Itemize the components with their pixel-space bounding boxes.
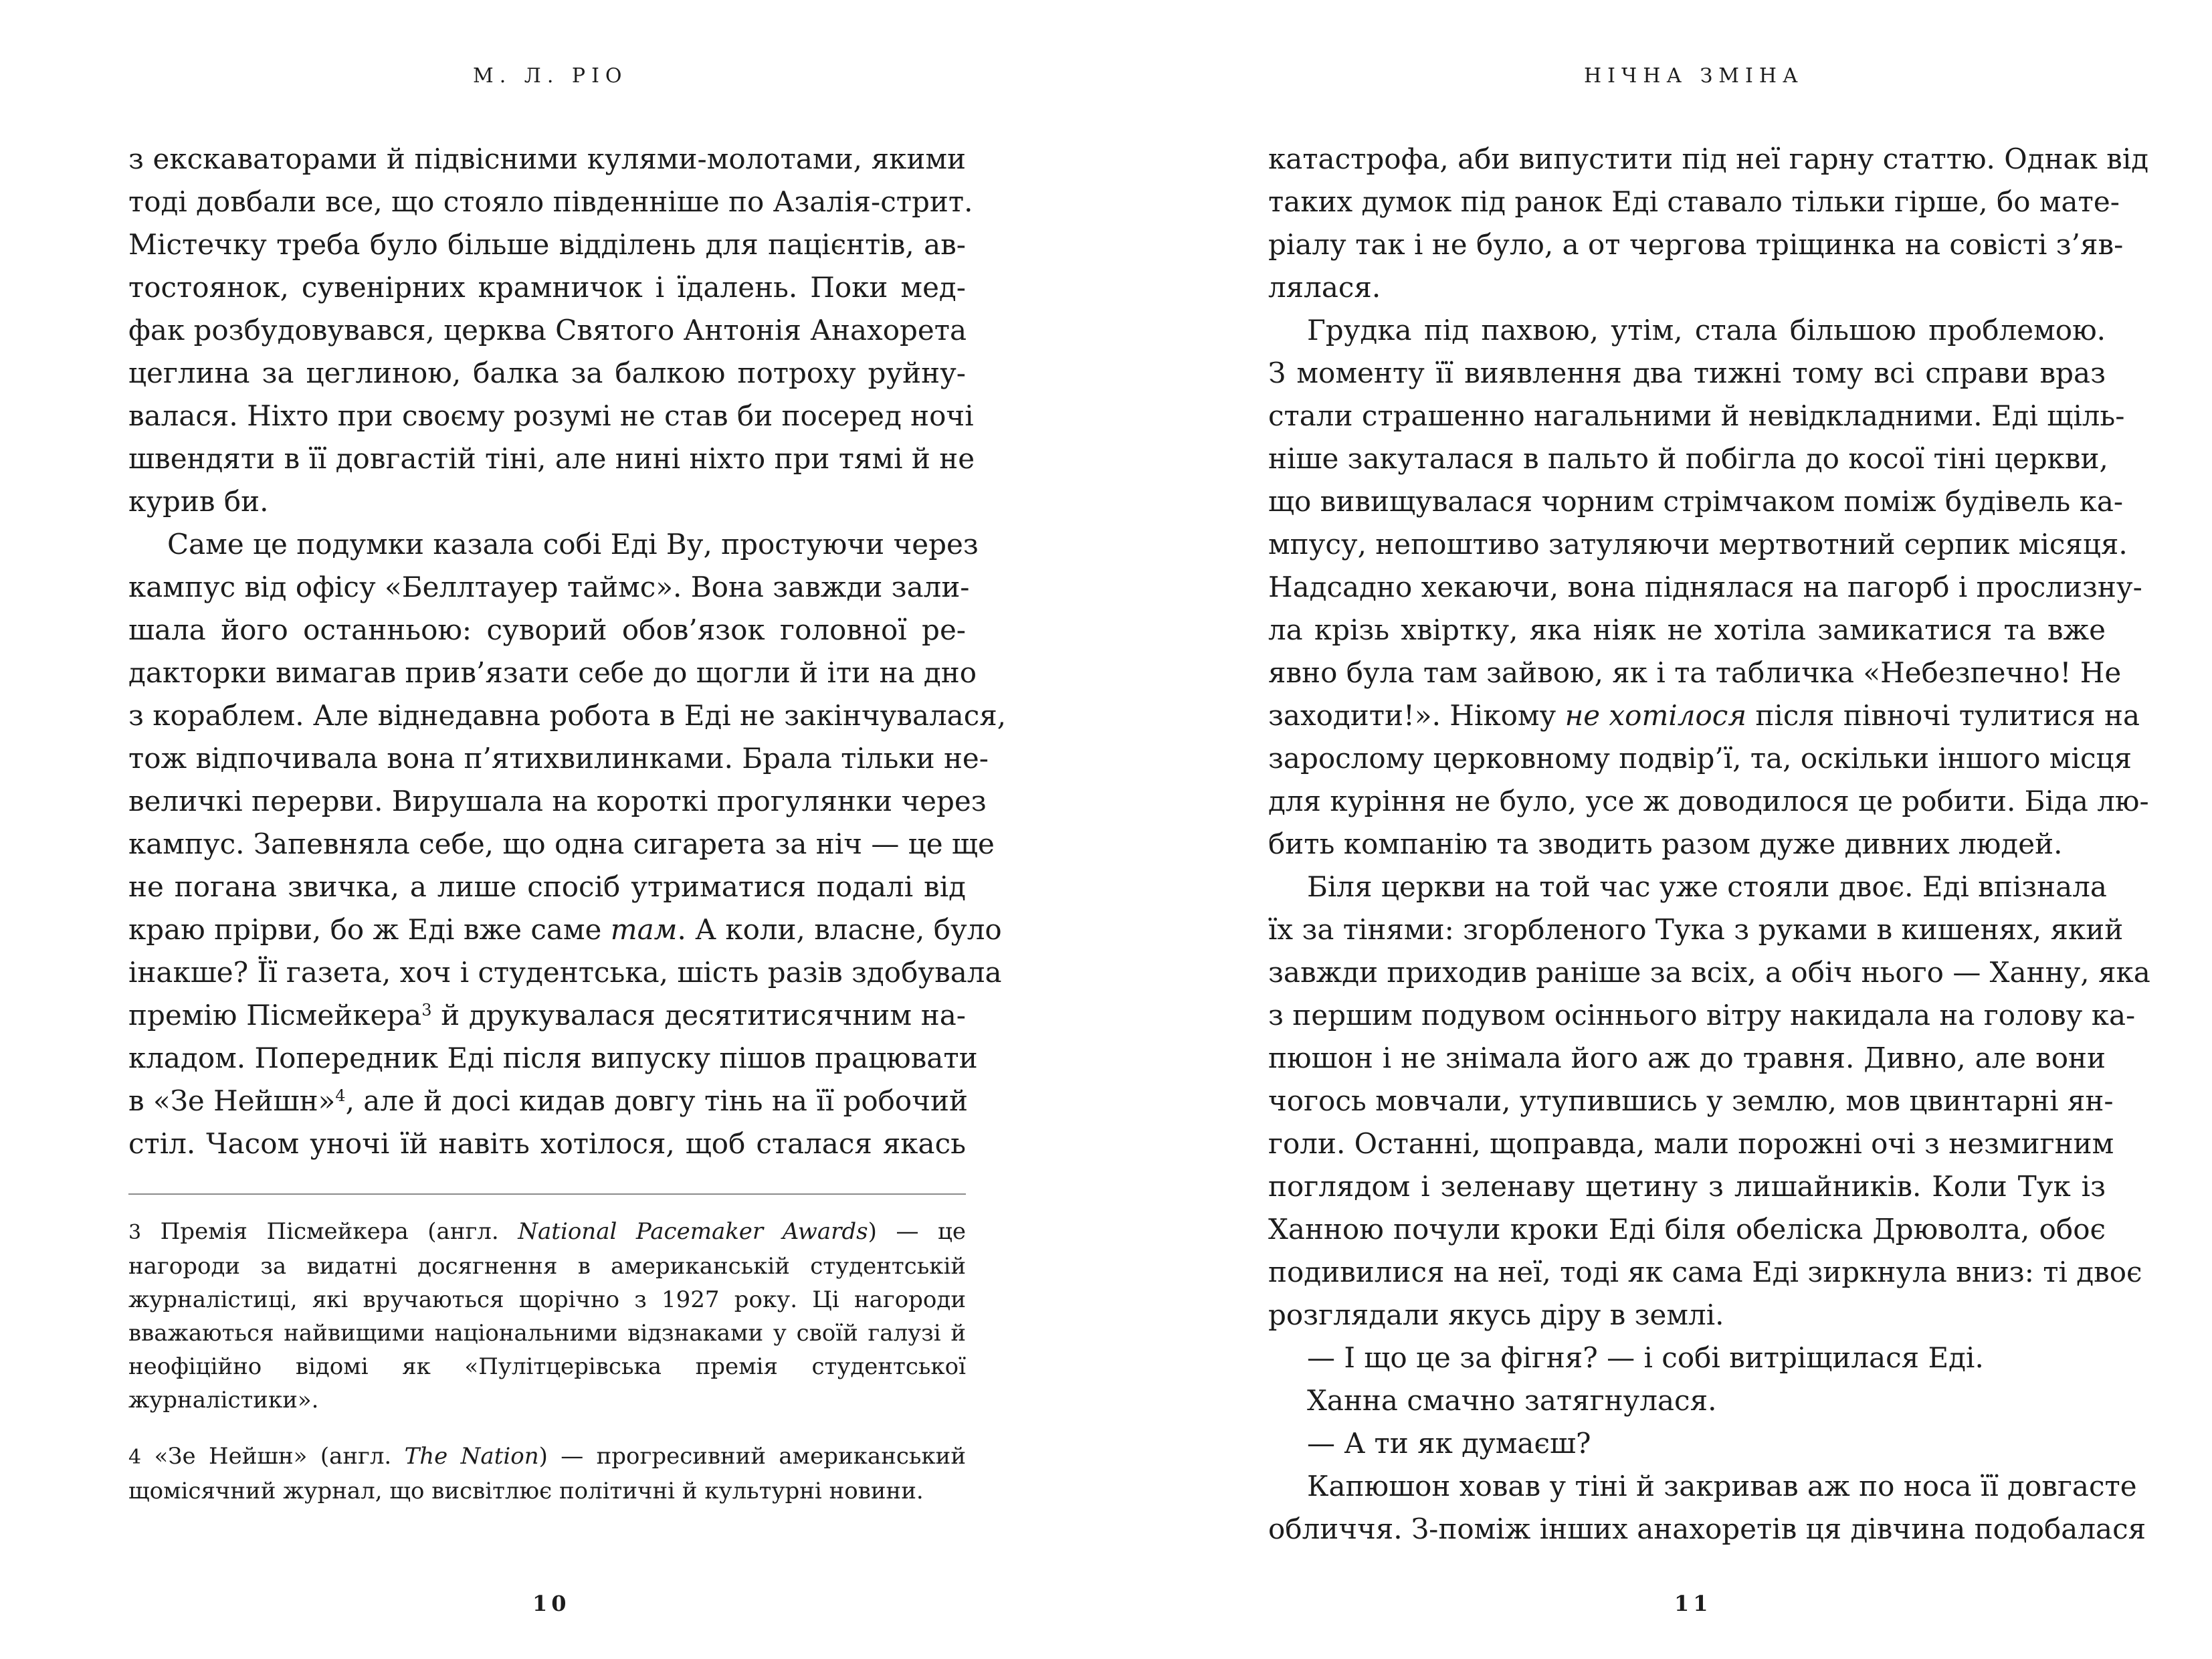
text-line: таких думок під ранок Еді ставало тільки гірше, бо мате- [1268, 185, 2120, 218]
text-segment: . А коли, власне, було [677, 913, 1002, 946]
text-line: ніше закуталася в пальто й побігла до косої тіні церкви, [1268, 442, 2108, 475]
text-line: Містечку треба було більше відділень для пацієнтів, ав- [128, 228, 966, 261]
text-line: фак розбудовувався, церква Святого Антонія Анахорета [128, 314, 967, 347]
text-line: тоді довбали все, що стояло південніше по Азалія-стрит. [128, 185, 973, 218]
footnote-text: ) — це нагороди за видатні досягнення в американській студентській журналістиці, які вручаються щорічно з 1927 року. Ці нагороди вважаються найвищими національними відзнаками у своїй галузі й неофіційно відомі як «Пулітцерівська премія студентської журналістики». [128, 1218, 967, 1413]
text-line: інакше? Її газета, хоч і студентська, шість разів здобувала [128, 956, 1002, 989]
page-number: 10 [532, 1591, 571, 1616]
footnote-text: Премія Пісмейкера (англ. [141, 1218, 518, 1245]
text-line: зарослому церковному подвір’ї, та, оскільки іншого місця [1268, 742, 2132, 775]
text-line: величкі перерви. Вирушала на короткі прогулянки через [128, 785, 987, 817]
text-segment: й друкувалася десятитисячним на- [431, 999, 966, 1032]
text-line: бить компанію та зводить разом дуже дивних людей. [1268, 827, 2063, 860]
emphasis: там [610, 913, 678, 946]
text-line: голи. Останні, щоправда, мали порожні очі з незмигним [1268, 1127, 2114, 1160]
footnote-mark: 3 [128, 1221, 142, 1244]
text-line: курив би. [128, 485, 269, 518]
text-line: що вивищувалася чорним стрімчаком поміж будівель ка- [1268, 485, 2124, 518]
text-line: Саме це подумки казала собі Еді Ву, простуючи через [167, 528, 979, 561]
text-line: Ханна смачно затягнулася. [1307, 1384, 1717, 1417]
text-line: подивилися на неї, тоді як сама Еді зиркнула вниз: ті двоє [1268, 1256, 2142, 1288]
text-line: їх за тінями: згорбленого Тука з руками в кишенях, який [1268, 913, 2124, 946]
text-line: обличчя. З-поміж інших анахоретів ця дівчина подобалася [1268, 1512, 2146, 1545]
text-line: лялася. [1268, 271, 1381, 304]
text-line: катастрофа, аби випустити під неї гарну статтю. Однак від [1268, 142, 2149, 175]
text-segment: краю прірви, бо ж Еді вже саме [128, 913, 611, 946]
text-line: мпусу, непоштиво затуляючи мертвотний серпик місяця. [1268, 528, 2128, 561]
text-segment: заходити!». Нікому [1268, 699, 1565, 732]
footnote-text: ) — прогресивний американський щомісячний журнал, що висвітлює політичні й культурні новини. [128, 1443, 966, 1504]
text-line: швендяти в її довгастій тіні, але нині ніхто при тямі й не [128, 442, 975, 475]
text-line [1268, 694, 2140, 737]
footnote-4 [128, 1440, 966, 1508]
text-segment: премію Пісмейкера [128, 999, 422, 1032]
footnotes [128, 1215, 966, 1529]
text-line: ріалу так і не було, а от чергова тріщинка на совісті з’яв- [1268, 228, 2124, 261]
text-line: з кораблем. Але віднедавна робота в Еді не закінчувалася, [128, 699, 1007, 732]
text-line: стали страшенно нагальними й невідкладними. Еді щіль- [1268, 399, 2125, 432]
running-head-author: М. Л. РІО [473, 64, 628, 88]
text-line: пюшон і не знімала його аж до травня. Дивно, але вони [1268, 1042, 2106, 1074]
text-line: чогось мовчали, утупившись у землю, мов цвинтарні ян- [1268, 1084, 2114, 1117]
text-line: стіл. Часом уночі їй навіть хотілося, щоб сталася якась [128, 1127, 966, 1160]
text-line: Надсадно хекаючи, вона піднялася на пагорб і прослизну- [1268, 571, 2142, 603]
text-segment: в «Зе Нейшн» [128, 1084, 336, 1117]
text-line: з екскаваторами й підвісними кулями-молотами, якими [128, 142, 966, 175]
text-line: розглядали якусь діру в землі. [1268, 1298, 1724, 1331]
dialogue-line: — А ти як думаєш? [1307, 1427, 1591, 1460]
emphasis: не хотілося [1565, 699, 1747, 732]
text-line: тож відпочивала вона п’ятихвилинками. Брала тільки не- [128, 742, 989, 775]
footnote-text: «Зе Нейшн» (англ. [141, 1443, 405, 1470]
text-line: не погана звичка, а лише спосіб утриматися подалі від [128, 870, 966, 903]
text-line: кладом. Попередник Еді після випуску пішов працювати [128, 1042, 978, 1074]
text-line: поглядом і зеленаву щетину з лишайників. Коли Тук із [1268, 1170, 2106, 1203]
text-segment: , але й досі кидав довгу тінь на її робочий [345, 1084, 968, 1117]
right-page [1106, 0, 2212, 1659]
left-page-body [128, 138, 1007, 1165]
text-line: Біля церкви на той час уже стояли двоє. Еді впізнала [1307, 870, 2107, 903]
running-head-title: НІЧНА ЗМІНА [1584, 64, 1804, 88]
page-number: 11 [1674, 1591, 1712, 1616]
footnote-mark: 4 [128, 1446, 142, 1469]
footnote-emphasis: National Pacemaker Awards [518, 1218, 868, 1245]
text-line: для куріння не було, усе ж доводилося це робити. Біда лю- [1268, 785, 2149, 817]
text-line: шала його останньою: суворий обов’язок головної ре- [128, 613, 966, 646]
text-line: з першим подувом осіннього вітру накидала на голову ка- [1268, 999, 2136, 1032]
text-line: ла крізь хвіртку, яка ніяк не хотіла замикатися та вже [1268, 613, 2106, 646]
text-segment: після півночі тулитися на [1746, 699, 2140, 732]
footnote-ref-4[interactable]: 4 [335, 1086, 346, 1105]
footnote-emphasis: The Nation [404, 1443, 539, 1470]
text-line: Грудка під пахвою, утім, стала більшою проблемою. [1307, 314, 2106, 347]
text-line [128, 1080, 966, 1123]
text-line: цеглина за цеглиною, балка за балкою потроху руйну- [128, 357, 966, 389]
footnote-divider [128, 1193, 966, 1195]
text-line: валася. Ніхто при своєму розумі не став би посеред ночі [128, 399, 974, 432]
text-line [128, 908, 1002, 951]
text-line: Ханною почули кроки Еді біля обеліска Дрюволта, обоє [1268, 1213, 2106, 1246]
footnote-3 [128, 1215, 966, 1417]
text-line: тостоянок, сувенірних крамничок і їдалень. Поки мед- [128, 271, 966, 304]
text-line: З моменту її виявлення два тижні тому всі справи враз [1268, 357, 2106, 389]
footnote-ref-3[interactable]: 3 [421, 1001, 432, 1019]
text-line: завжди приходив раніше за всіх, а обіч нього — Ханну, яка [1268, 956, 2150, 989]
text-line: Капюшон ховав у тіні й закривав аж по носа її довгасте [1307, 1470, 2137, 1502]
dialogue-line: — І що це за фігня? — і собі витріщилася Еді. [1307, 1341, 1984, 1374]
text-line: дакторки вимагав прив’язати себе до щогли й іти на дно [128, 656, 977, 689]
text-line [128, 994, 966, 1037]
text-line: кампус від офісу «Беллтауер таймс». Вона завжди зали- [128, 571, 970, 603]
right-page-body [1268, 138, 2150, 1551]
text-line: явно була там зайвою, як і та табличка «Небезпечно! Не [1268, 656, 2122, 689]
text-line: кампус. Запевняла себе, що одна сигарета за ніч — це ще [128, 827, 995, 860]
